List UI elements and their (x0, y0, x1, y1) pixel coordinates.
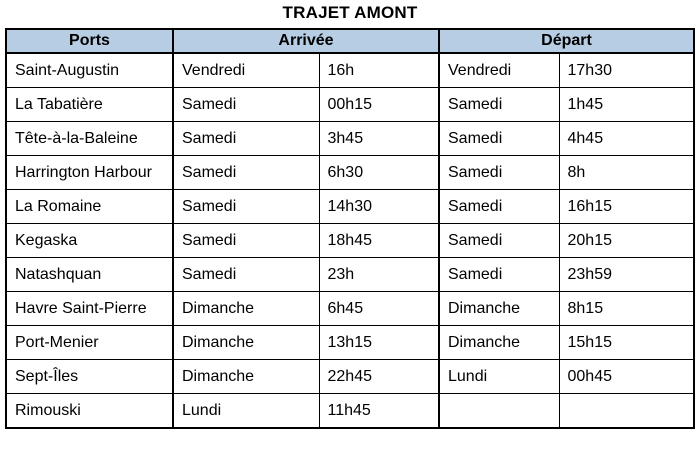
port-cell: Sept-Îles (6, 360, 173, 394)
arrival-day-cell: Samedi (173, 190, 319, 224)
departure-time-cell: 15h15 (559, 326, 694, 360)
arrival-day-cell: Dimanche (173, 326, 319, 360)
schedule-table (5, 28, 695, 429)
port-cell: Harrington Harbour (6, 156, 173, 190)
arrival-day-cell: Dimanche (173, 360, 319, 394)
arrival-time-cell: 6h30 (319, 156, 439, 190)
table-row (6, 258, 694, 292)
departure-time-cell: 00h45 (559, 360, 694, 394)
departure-day-cell: Dimanche (439, 326, 559, 360)
departure-time-cell: 20h15 (559, 224, 694, 258)
departure-day-cell: Dimanche (439, 292, 559, 326)
departure-time-cell: 16h15 (559, 190, 694, 224)
arrival-day-cell: Samedi (173, 156, 319, 190)
schedule-body (6, 53, 694, 428)
header-depart: Départ (439, 29, 694, 53)
port-cell: Kegaska (6, 224, 173, 258)
schedule-title: TRAJET AMONT (282, 3, 418, 22)
table-row (6, 122, 694, 156)
arrival-time-cell: 00h15 (319, 88, 439, 122)
table-row (6, 156, 694, 190)
arrival-day-cell: Samedi (173, 258, 319, 292)
departure-time-cell (559, 394, 694, 429)
arrival-day-cell: Samedi (173, 88, 319, 122)
port-cell: Havre Saint-Pierre (6, 292, 173, 326)
port-cell: Rimouski (6, 394, 173, 429)
arrival-day-cell: Vendredi (173, 53, 319, 88)
departure-time-cell: 23h59 (559, 258, 694, 292)
arrival-time-cell: 22h45 (319, 360, 439, 394)
table-row (6, 224, 694, 258)
arrival-time-cell: 6h45 (319, 292, 439, 326)
table-row (6, 88, 694, 122)
table-row (6, 360, 694, 394)
departure-day-cell: Samedi (439, 156, 559, 190)
port-cell: Port-Menier (6, 326, 173, 360)
port-cell: Saint-Augustin (6, 53, 173, 88)
header-row (6, 29, 694, 53)
departure-day-cell: Lundi (439, 360, 559, 394)
port-cell: La Tabatière (6, 88, 173, 122)
arrival-day-cell: Lundi (173, 394, 319, 429)
table-row (6, 53, 694, 88)
departure-time-cell: 1h45 (559, 88, 694, 122)
departure-time-cell: 4h45 (559, 122, 694, 156)
table-row (6, 190, 694, 224)
departure-day-cell: Samedi (439, 224, 559, 258)
departure-time-cell: 17h30 (559, 53, 694, 88)
arrival-day-cell: Dimanche (173, 292, 319, 326)
arrival-time-cell: 13h15 (319, 326, 439, 360)
arrival-time-cell: 16h (319, 53, 439, 88)
departure-day-cell: Samedi (439, 190, 559, 224)
arrival-time-cell: 11h45 (319, 394, 439, 429)
arrival-day-cell: Samedi (173, 224, 319, 258)
departure-day-cell: Vendredi (439, 53, 559, 88)
port-cell: Natashquan (6, 258, 173, 292)
departure-day-cell: Samedi (439, 122, 559, 156)
header-arrivee: Arrivée (173, 29, 439, 53)
port-cell: Tête-à-la-Baleine (6, 122, 173, 156)
table-row (6, 394, 694, 429)
arrival-time-cell: 3h45 (319, 122, 439, 156)
departure-day-cell: Samedi (439, 258, 559, 292)
header-ports: Ports (6, 29, 173, 53)
port-cell: La Romaine (6, 190, 173, 224)
arrival-time-cell: 23h (319, 258, 439, 292)
table-row (6, 292, 694, 326)
table-row (6, 326, 694, 360)
departure-day-cell (439, 394, 559, 429)
arrival-time-cell: 18h45 (319, 224, 439, 258)
arrival-day-cell: Samedi (173, 122, 319, 156)
arrival-time-cell: 14h30 (319, 190, 439, 224)
departure-day-cell: Samedi (439, 88, 559, 122)
departure-time-cell: 8h15 (559, 292, 694, 326)
departure-time-cell: 8h (559, 156, 694, 190)
